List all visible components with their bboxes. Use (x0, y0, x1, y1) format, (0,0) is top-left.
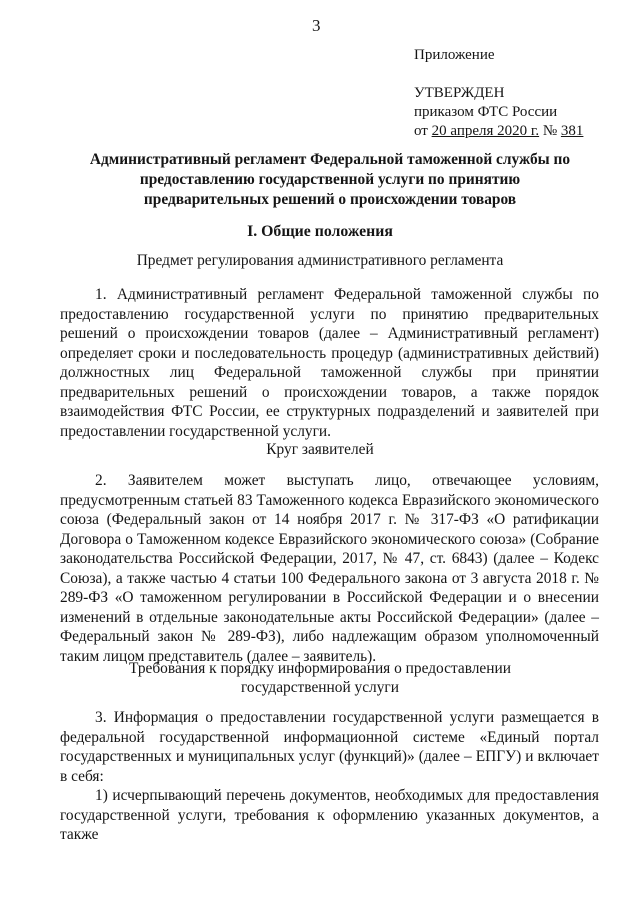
paragraph-1: 1. Административный регламент Федеральной таможенной службы по предоставлению государственной услуги по принятию предварительных решений о происхождении товаров (далее – Административный регламент) определяет сроки и последовательность процедур (административных действий) должностных лиц Федеральной таможенной службы при принятии предварительных решений о происхождении товаров, а также порядок взаимодействия ФТС России, ее структурных подразделений и заявителей при предоставлении государственной услуги. (60, 286, 599, 440)
subsection-heading-3: Требования к порядку информирования о предоставлении государственной услуги (129, 660, 511, 696)
order-date-line: от 20 апреля 2020 г. № 381 (414, 123, 584, 139)
approval-block (414, 46, 583, 141)
subsection-heading-2: Круг заявителей (266, 441, 374, 458)
order-line: приказом ФТС России (414, 104, 558, 120)
appendix-label: Приложение (414, 47, 495, 63)
paragraph-3: 3. Информация о предоставлении государственной услуги размещается в федеральной государственной информационной системе «Единый портал государственных и муниципальных услуг (функций)» (далее – ЕПГУ) и включает в себя: (60, 709, 599, 785)
paragraph-3-item-1: 1) исчерпывающий перечень документов, необходимых для предоставления государственной услуги, требования к оформлению указанных документов, а также (60, 787, 599, 843)
section-title: I. Общие положения (247, 223, 393, 240)
order-date: 20 апреля 2020 г. (431, 123, 540, 139)
subsection-heading-1: Предмет регулирования административного регламента (136, 252, 504, 269)
order-number: 381 (560, 123, 584, 139)
document-title: Административный регламент Федеральной таможенной службы по предоставлению государственной услуги по принятию предварительных решений о происхождении товаров (89, 151, 571, 208)
paragraph-2: 2. Заявителем может выступать лицо, отвечающее условиям, предусмотренным статьей 83 Таможенного кодекса Евразийского экономического союза (Федеральный закон от 14 ноября 2017 г. № 317-ФЗ «О ратификации Договора о Таможенном кодексе Евразийского экономического союза» (Собрание законодательства Российской Федерации, 2017, № 47, ст. 6843) (далее – Кодекс Союза), а также частью 4 статьи 100 Федерального закона от 3 августа 2018 г. № 289-ФЗ «О таможенном регулировании в Российской Федерации и о внесении изменений в отдельные законодательные акты Российской Федерации» (далее – Федеральный закон № 289-ФЗ), либо надлежащим образом уполномоченный таким лицом представитель (далее – заявитель). (60, 472, 599, 665)
page-number: 3 (312, 16, 321, 35)
approved-label: УТВЕРЖДЕН (414, 85, 505, 101)
